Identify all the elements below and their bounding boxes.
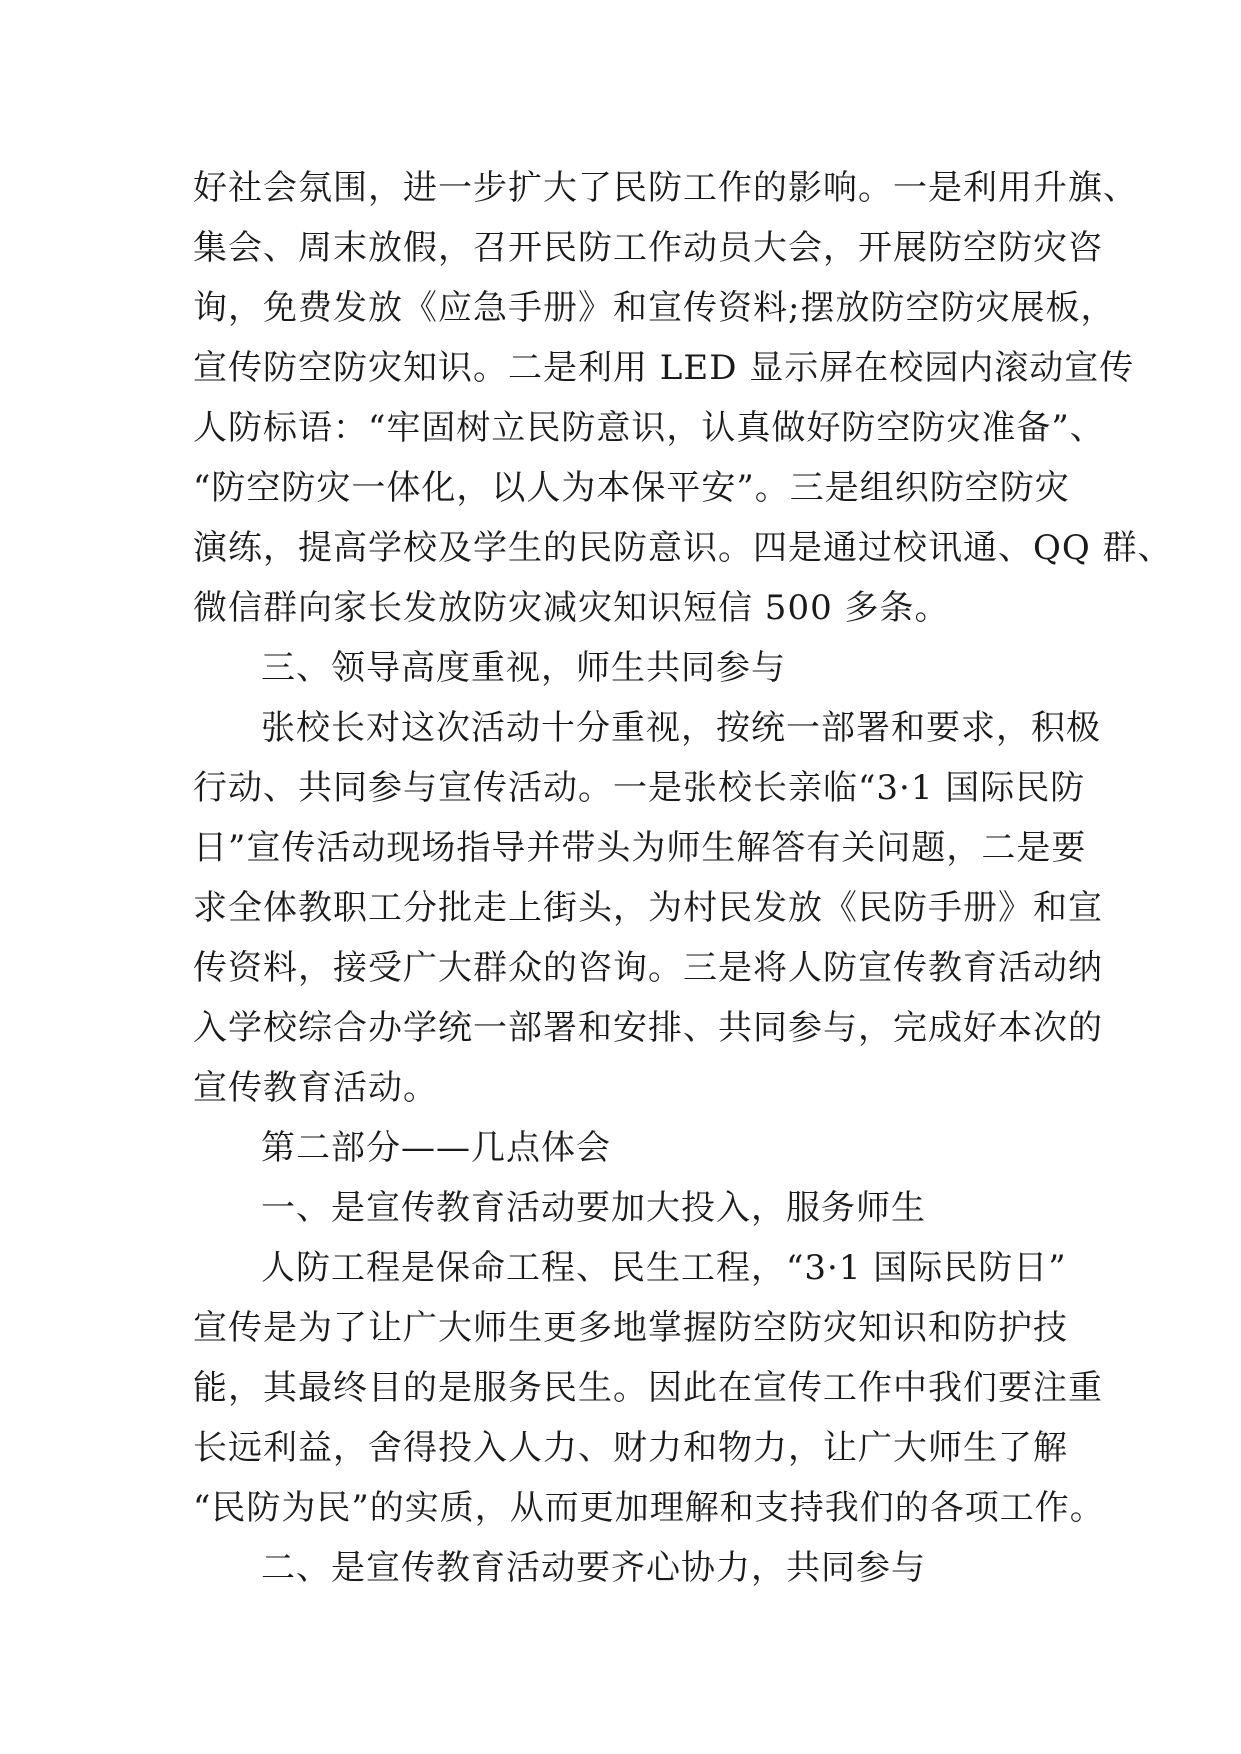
text-line: 询，免费发放《应急手册》和宣传资料;摆放防空防灾展板， (193, 288, 1116, 328)
paragraph-start: 张校长对这次活动十分重视，按统一部署和要求，积极 (261, 708, 1101, 748)
text-line: 好社会氛围，进一步扩大了民防工作的影响。一是利用升旗、 (193, 168, 1138, 208)
text-line: 演练，提高学校及学生的民防意识。四是通过校讯通、QQ 群、 (193, 528, 1173, 568)
text-line: 入学校综合办学统一部署和安排、共同参与，完成好本次的 (193, 1008, 1103, 1048)
document-body (193, 158, 1173, 1598)
paragraph-start: 人防工程是保命工程、民生工程，“3·1 国际民防日” (261, 1248, 1067, 1288)
section-heading: 三、领导高度重视，师生共同参与 (261, 648, 786, 688)
text-line: 传资料，接受广大群众的咨询。三是将人防宣传教育活动纳 (193, 948, 1103, 988)
text-line: 长远利益，舍得投入人力、财力和物力，让广大师生了解 (193, 1428, 1068, 1468)
section-heading: 二、是宣传教育活动要齐心协力，共同参与 (261, 1548, 926, 1588)
text-line: 宣传防空防灾知识。二是利用 LED 显示屏在校园内滚动宣传 (193, 348, 1135, 388)
text-line: 宣传是为了让广大师生更多地掌握防空防灾知识和防护技 (193, 1308, 1068, 1348)
text-line: “民防为民”的实质，从而更加理解和支持我们的各项工作。 (193, 1488, 1105, 1528)
text-line: 人防标语：“牢固树立民防意识，认真做好防空防灾准备”、 (193, 408, 1105, 448)
part-heading: 第二部分——几点体会 (261, 1128, 611, 1168)
text-line: 微信群向家长发放防灾减灾知识短信 500 多条。 (193, 588, 950, 628)
section-heading: 一、是宣传教育活动要加大投入，服务师生 (261, 1188, 926, 1228)
text-line: 求全体教职工分批走上街头，为村民发放《民防手册》和宣 (193, 888, 1103, 928)
text-line: 日”宣传活动现场指导并带头为师生解答有关问题，二是要 (193, 828, 1087, 868)
text-line: 行动、共同参与宣传活动。一是张校长亲临“3·1 国际民防 (193, 768, 1086, 808)
text-line: “防空防灾一体化，以人为本保平安”。三是组织防空防灾 (193, 468, 1070, 508)
text-line: 能，其最终目的是服务民生。因此在宣传工作中我们要注重 (193, 1368, 1103, 1408)
text-line: 宣传教育活动。 (193, 1068, 438, 1108)
text-line: 集会、周末放假，召开民防工作动员大会，开展防空防灾咨 (193, 228, 1103, 268)
